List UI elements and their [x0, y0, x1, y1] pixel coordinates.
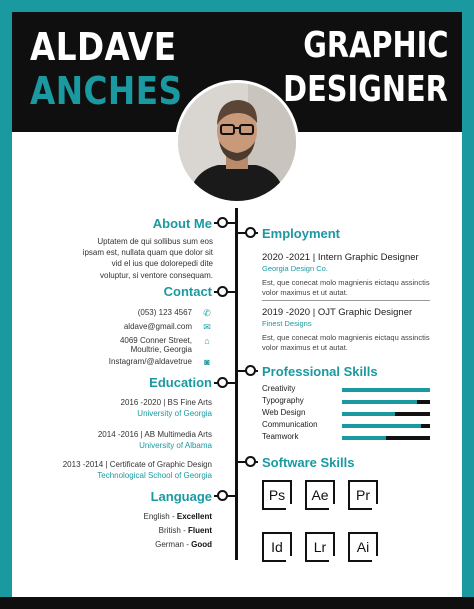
education-school: University of Albama — [139, 440, 212, 450]
timeline — [235, 208, 238, 560]
profile-photo — [175, 80, 299, 204]
photoshop-icon — [262, 480, 292, 510]
premiere-icon — [348, 480, 378, 510]
contact-address-line2: Moultrie, Georgia — [130, 345, 192, 354]
contact-address-line1: 4069 Conner Street, — [119, 336, 192, 345]
skill-bar — [342, 388, 430, 392]
skill-label: Typography — [262, 396, 304, 405]
job-company: Finest Designs — [262, 319, 312, 328]
skill-row — [262, 384, 430, 396]
skill-row — [262, 396, 430, 408]
language-heading: Language — [150, 489, 212, 504]
skill-bar — [342, 436, 430, 440]
contact-dot — [217, 286, 228, 297]
language-item — [155, 540, 212, 549]
skill-bar-fill — [342, 412, 395, 416]
software-dot — [245, 456, 256, 467]
software-label: Ai — [356, 539, 370, 555]
education-dot — [217, 377, 228, 388]
language-level: Excellent — [176, 512, 212, 521]
job-entry — [262, 252, 432, 298]
skill-label: Teamwork — [262, 432, 299, 441]
skill-row — [262, 408, 430, 420]
skill-bar-fill — [342, 436, 386, 440]
language-level: Good — [191, 540, 212, 549]
employment-heading: Employment — [262, 226, 341, 241]
education-school: University of Georgia — [137, 408, 212, 418]
skill-bar-fill — [342, 388, 430, 392]
location-icon: ⌂ — [204, 336, 210, 346]
instagram-icon: ◙ — [204, 357, 210, 367]
job-entry — [262, 307, 432, 353]
language-name: German - — [155, 540, 192, 549]
education-item — [98, 430, 212, 452]
skill-bar — [342, 400, 430, 404]
language-dot — [217, 490, 228, 501]
education-heading: Education — [149, 375, 212, 390]
about-heading: About Me — [152, 216, 212, 231]
job-title: 2020 -2021 | Intern Graphic Designer — [262, 252, 419, 263]
language-item — [159, 526, 212, 535]
skill-row — [262, 420, 430, 432]
skills-dot — [245, 365, 256, 376]
software-label: Ae — [311, 487, 329, 503]
skill-bar-fill — [342, 424, 421, 428]
lightroom-icon — [305, 532, 335, 562]
job-title: 2019 -2020 | OJT Graphic Designer — [262, 307, 413, 318]
contact-phone — [60, 308, 230, 321]
job-company: Georgia Design Co. — [262, 264, 328, 273]
software-label: Lr — [313, 539, 327, 555]
education-item — [63, 460, 212, 482]
language-level: Fluent — [188, 526, 212, 535]
job-title-line2: DESIGNER — [283, 69, 448, 110]
bottom-bar — [0, 597, 474, 609]
illustrator-icon — [348, 532, 378, 562]
skill-label: Creativity — [262, 384, 296, 393]
contact-heading: Contact — [163, 284, 212, 299]
professional-skills-heading: Professional Skills — [262, 364, 378, 379]
employment-divider — [262, 300, 430, 301]
language-item — [144, 512, 213, 521]
contact-email — [60, 322, 230, 335]
education-school: Technological School of Georgia — [97, 470, 212, 480]
contact-phone-text: (053) 123 4567 — [137, 308, 192, 317]
education-degree: 2013 -2014 | Certificate of Graphic Design — [62, 460, 212, 469]
about-text: Uptatem de qui sollibus sum eos ipsam est, nullata quam que dolor sit vid el ius que dolorepedi dite voluptur, si ventore consequam. — [82, 237, 213, 280]
language-name: British - — [158, 526, 188, 535]
software-label: Id — [271, 539, 283, 555]
skill-bar — [342, 424, 430, 428]
language-name: English - — [143, 512, 177, 521]
education-degree: 2014 -2016 | AB Multimedia Arts — [97, 430, 212, 439]
phone-icon: ✆ — [203, 308, 211, 318]
indesign-icon — [262, 532, 292, 562]
email-icon: ✉ — [203, 322, 211, 332]
job-description: Est, que conecat molo magnienis eictaqu assinctis volor maximus et ut autat. — [262, 278, 430, 298]
education-degree: 2016 -2020 | BS Fine Arts — [120, 398, 212, 407]
contact-instagram — [60, 357, 230, 370]
software-skills-heading: Software Skills — [262, 455, 355, 470]
last-name: ANCHES — [30, 69, 183, 113]
first-name: ALDAVE — [30, 25, 177, 69]
skill-label: Communication — [262, 420, 318, 429]
job-title-line1: GRAPHIC — [302, 25, 448, 66]
education-item — [121, 398, 212, 420]
after-effects-icon — [305, 480, 335, 510]
job-description: Est, que conecat molo magnienis eictaqu assinctis volor maximus et ut autat. — [262, 333, 430, 353]
skill-row — [262, 432, 430, 444]
skill-bar-fill — [342, 400, 417, 404]
about-dot — [217, 217, 228, 228]
skill-bar — [342, 412, 430, 416]
software-label: Ps — [268, 487, 286, 503]
contact-instagram-text: Instagram/@aldavetrue — [108, 357, 192, 366]
skill-label: Web Design — [262, 408, 306, 417]
software-label: Pr — [356, 487, 370, 503]
contact-email-text: aldave@gmail.com — [123, 322, 192, 331]
employment-dot — [245, 227, 256, 238]
